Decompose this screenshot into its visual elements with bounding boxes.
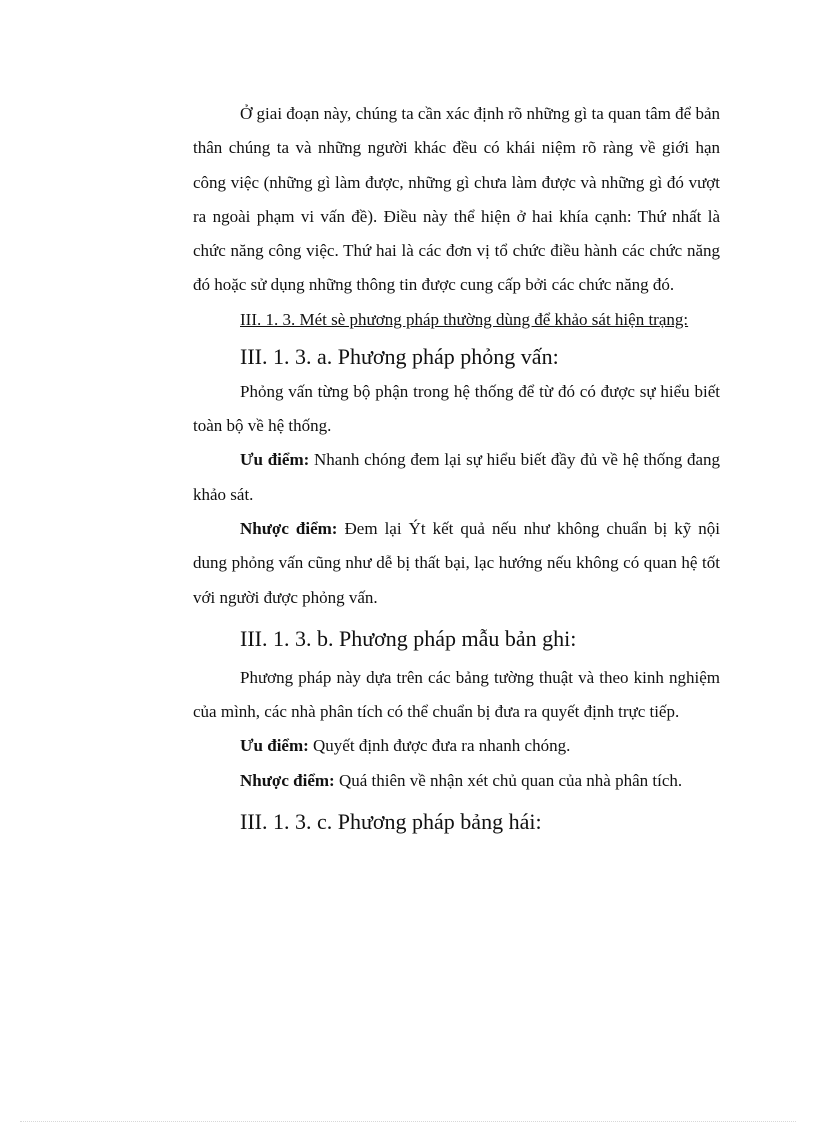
document-body xyxy=(193,97,720,844)
pros-text: Quyết định được đưa ra nhanh chóng. xyxy=(308,736,571,756)
pros-label: Ưu điểm: xyxy=(240,450,310,470)
intro-paragraph: Ở giai đoạn này, chúng ta cần xác định rõ những gì ta quan tâm để bản thân chúng ta và những người khác đều có khái niệm rõ ràng về giới hạn công việc (những gì làm được, những gì chưa làm được và những gì đó vượt ra ngoài phạm vi vấn đề). Điều này thể hiện ở hai khía cạnh: Thứ nhất là chức năng công việc. Thứ hai là các đơn vị tổ chức điều hành các chức năng đó hoặc sử dụng những thông tin được cung cấp bởi các chức năng đó. xyxy=(193,104,720,295)
record-sample-pros xyxy=(193,729,720,763)
interview-pros xyxy=(193,443,720,512)
cons-text: Đem lại Ýt kết quả nếu như không chuẩn bị kỹ nội dung phỏng vấn cũng như dễ bị thất bại, lạc hướng nếu không có quan hệ tốt với người được phỏng vấn. xyxy=(193,518,720,607)
pros-text: Nhanh chóng đem lại sự hiểu biết đầy đủ về hệ thống đang khảo sát. xyxy=(193,450,721,504)
cons-text: Quá thiên về nhận xét chủ quan của nhà phân tích. xyxy=(334,770,683,790)
pros-label: Ưu điểm: xyxy=(240,736,309,756)
method-heading-questionnaire: III. 1. 3. c. Phương pháp bảng hái: xyxy=(240,809,542,835)
cons-label: Nhược điểm: xyxy=(240,770,335,790)
method-heading-record-sample: III. 1. 3. b. Phương pháp mẫu bản ghi: xyxy=(240,625,577,651)
record-sample-cons xyxy=(193,764,720,798)
interview-description: Phỏng vấn từng bộ phận trong hệ thống để từ đó có được sự hiểu biết toàn bộ về hệ thống. xyxy=(193,381,720,436)
cons-label: Nhược điểm: xyxy=(240,518,338,538)
method-heading-interview: III. 1. 3. a. Phương pháp phỏng vấn: xyxy=(240,343,559,369)
section-heading: III. 1. 3. Mét sè phương pháp thường dùng để khảo sát hiện trạng: xyxy=(240,309,689,329)
interview-cons xyxy=(193,512,720,615)
page-bottom-divider xyxy=(20,1121,796,1122)
record-sample-description: Phương pháp này dựa trên các bảng tường thuật và theo kinh nghiệm của mình, các nhà phân tích có thể chuẩn bị đưa ra quyết định trực tiếp. xyxy=(193,667,720,722)
